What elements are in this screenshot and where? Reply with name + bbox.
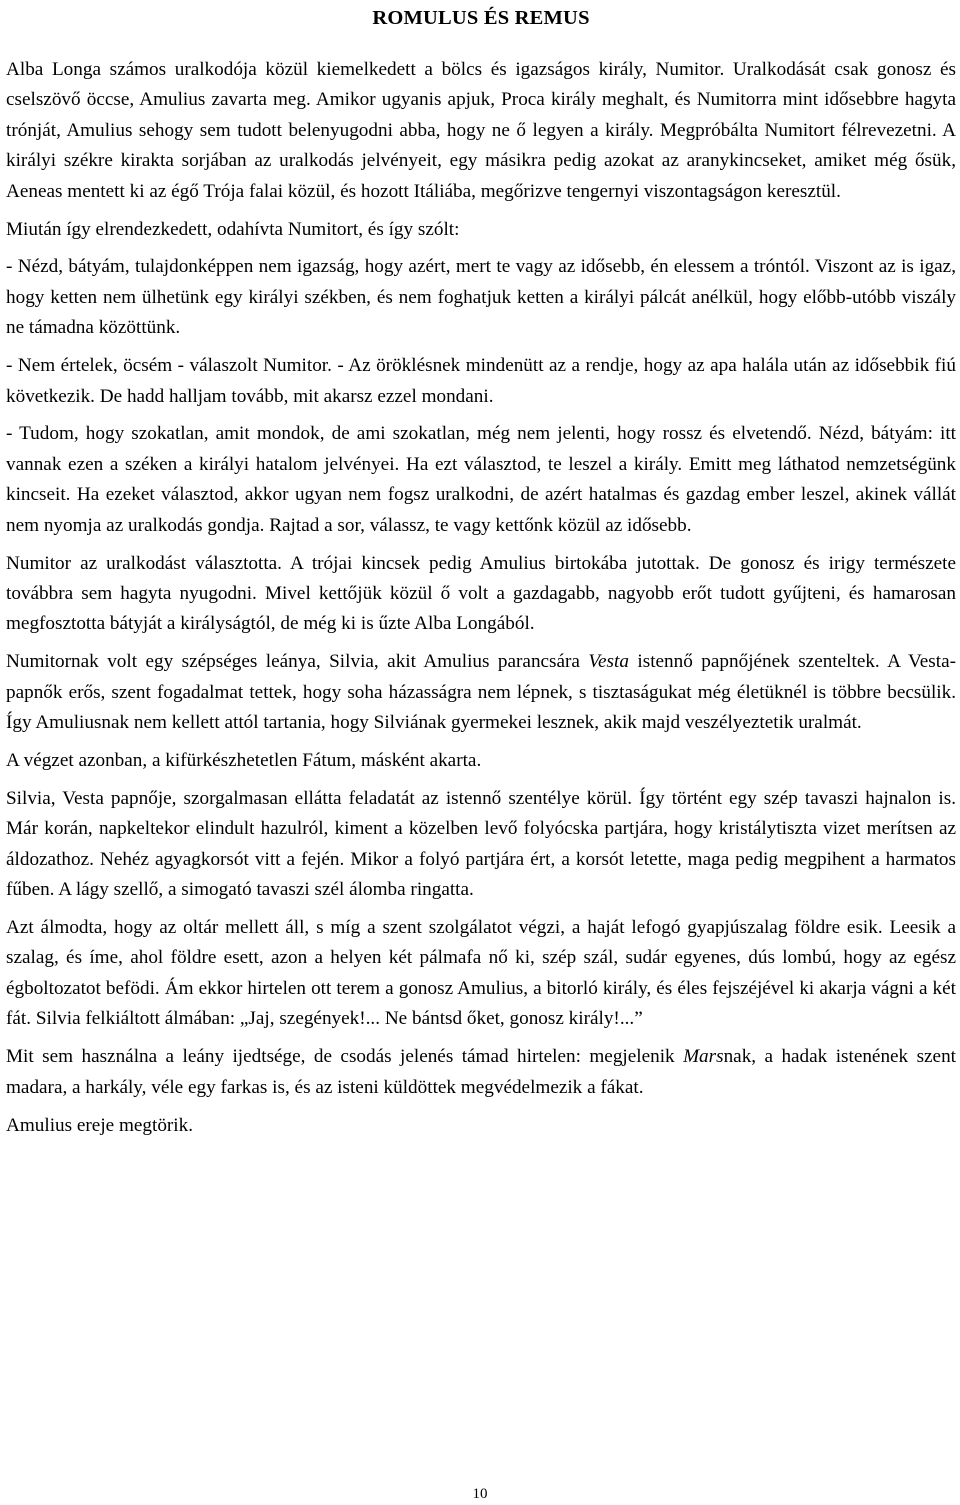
- text-segment: istennő papnőjének szenteltek. A Vesta-papnők erős, szent fogadalmat tettek, hogy soha házasságra nem lépnek, s tisztaságukat még életüknél is többre becsülik. Így Amuliusnak nem kellett attól tartania, hogy Silviának gyermekei lesznek, akik majd veszélyeztetik uralmát.: [6, 651, 956, 734]
- body-text: [6, 55, 956, 1141]
- text-segment: Miután így elrendezkedett, odahívta Numitort, és így szólt:: [6, 218, 460, 240]
- paragraph: [6, 549, 956, 640]
- paragraph: [6, 1042, 956, 1103]
- text-segment: Numitornak volt egy szépséges leánya, Silvia, akit Amulius parancsára: [6, 651, 589, 673]
- paragraph: [6, 351, 956, 412]
- paragraph: [6, 215, 956, 245]
- paragraph: [6, 419, 956, 541]
- paragraph: [6, 913, 956, 1035]
- paragraph: [6, 784, 956, 906]
- text-segment: Mit sem használna a leány ijedtsége, de csodás jelenés támad hirtelen: megjelenik: [6, 1046, 684, 1068]
- page-title: ROMULUS ÉS REMUS: [372, 7, 590, 29]
- document-page: [6, 0, 956, 1141]
- emphasis-text: Vesta: [588, 651, 629, 673]
- paragraph: [6, 647, 956, 738]
- paragraph: [6, 252, 956, 343]
- text-segment: Numitor az uralkodást választotta. A trójai kincsek pedig Amulius birtokába jutottak. De gonosz és irigy természete továbbra sem hagyta nyugodni. Mivel kettőjük közül ő volt a gazdagabb, nagyobb erőt tudott gyűjteni, és hamarosan megfosztotta bátyját a királyságtól, de még ki is űzte Alba Longából.: [6, 552, 956, 635]
- text-segment: - Nézd, bátyám, tulajdonképpen nem igazság, hogy azért, mert te vagy az idősebb, én elessem a tróntól. Viszont az is igaz, hogy ketten nem ülhetünk egy királyi székben, és nem foghatjuk ketten a királyi pálcát anélkül, hogy előbb-utóbb viszály ne támadna közöttünk.: [6, 256, 956, 339]
- text-segment: - Nem értelek, öcsém - válaszolt Numitor. - Az öröklésnek mindenütt az a rendje, hogy az apa halála után az idősebbik fiú következik. De hadd halljam tovább, mit akarsz ezzel mondani.: [6, 355, 956, 407]
- text-segment: nak, a hadak istenének szent madara, a harkály, véle egy farkas is, és az isteni küldöttek megvédelmezik a fákat.: [6, 1046, 956, 1098]
- text-segment: A végzet azonban, a kifürkészhetetlen Fátum, másként akarta.: [6, 750, 482, 772]
- paragraph: [6, 55, 956, 207]
- emphasis-text: Mars: [683, 1046, 724, 1068]
- text-segment: Silvia, Vesta papnője, szorgalmasan ellátta feladatát az istennő szentélye körül. Így történt egy szép tavaszi hajnalon is. Már korán, napkeltekor elindult hazulról, kiment a közelben levő folyócska partjára, hogy kristálytiszta vizet merítsen az áldozathoz. Nehéz agyagkorsót vitt a fején. Mikor a folyó partjára ért, a korsót letette, maga pedig megpihent a harmatos fűben. A lágy szellő, a simogató tavaszi szél álomba ringatta.: [6, 787, 956, 901]
- text-segment: - Tudom, hogy szokatlan, amit mondok, de ami szokatlan, még nem jelenti, hogy rossz és elvetendő. Nézd, bátyám: itt vannak ezen a széken a királyi hatalom jelvényei. Ha ezt választod, te leszel a király. Emitt meg láthatod nemzetségünk kincseit. Ha ezeket választod, akkor ugyan nem fogsz uralkodni, de azért hatalmas és gazdag ember leszel, akinek vállát nem nyomja az uralkodás gondja. Rajtad a sor, válassz, te vagy kettőnk közül az idősebb.: [6, 423, 956, 536]
- text-segment: Alba Longa számos uralkodója közül kiemelkedett a bölcs és igazságos király, Numitor. Uralkodását csak gonosz és cselszövő öccse, Amulius zavarta meg. Amikor ugyanis apjuk, Proca király meghalt, és Numitorra mint idősebbre hagyta trónját, Amulius sehogy sem tudott belenyugodni abba, hogy ne ő legyen a király. Megpróbálta Numitort félrevezetni. A királyi székre kirakta sorjában az uralkodás jelvényeit, egy másikra pedig azokat az aranykincseket, amiket még ősük, Aeneas mentett ki az égő Trója falai közül, és hozott Itáliába, megőrizve tengernyi viszontagságon keresztül.: [6, 59, 956, 202]
- text-segment: Azt álmodta, hogy az oltár mellett áll, s míg a szent szolgálatot végzi, a haját lefogó gyapjúszalag földre esik. Leesik a szalag, és íme, ahol földre esett, azon a helyen két pálmafa nő ki, szép szál, sudár egyenes, dús lombú, hogy az egész égboltozatot befödi. Ám ekkor hirtelen ott terem a gonosz Amulius, a bitorló király, és éles fejszéjével ki akarja vágni a két fát. Silvia felkiáltott álmában: „Jaj, szegények!... Ne bántsd őket, gonosz király!...”: [6, 917, 956, 1030]
- paragraph: [6, 746, 956, 776]
- text-segment: Amulius ereje megtörik.: [6, 1114, 194, 1136]
- paragraph: [6, 1111, 956, 1141]
- page-number: 10: [472, 1486, 488, 1502]
